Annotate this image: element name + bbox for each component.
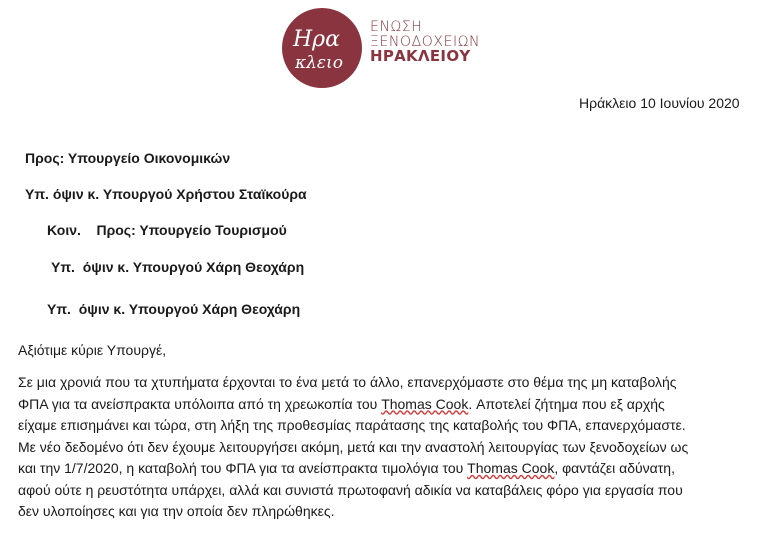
- company-name: Thomas Cook: [381, 395, 469, 412]
- body-line: [18, 458, 758, 480]
- company-name: Thomas Cook: [467, 460, 555, 476]
- body-line: αφού ούτε η ρευστότητα υπάρχει, αλλά και συνιστά πρωτοφανή αδικία να καταβάλεις φόρο για εργασία που: [18, 481, 683, 498]
- body-text-segment: . Αποτελεί ζήτημα που εξ αρχής: [468, 395, 665, 412]
- body-line: Σε μια χρονιά που τα χτυπήματα έρχονται το ένα μετά το άλλο, επανερχόμαστε στο θέμα της μη καταβολής: [18, 374, 677, 390]
- body-text-segment: ΦΠΑ για τα ανείσπρακτα υπόλοιπα από τη χρεωκοπία του: [18, 395, 382, 412]
- association-logo: [282, 8, 362, 88]
- logo-emblem-icon: [282, 8, 362, 88]
- recipient-line-4: Υπ. όψιν κ. Υπουργού Χάρη Θεοχάρη: [51, 259, 305, 275]
- organization-name: [370, 20, 480, 65]
- body-text-segment: , φαντάζει αδύνατη,: [554, 460, 675, 476]
- org-name-line1: ΕΝΩΣΗ: [370, 19, 423, 35]
- body-line: [18, 394, 758, 416]
- org-name-line2: ΞΕΝΟΔΟΧΕΙΩΝ: [370, 33, 481, 50]
- body-line: δεν υλοποίησες και για την οποία δεν πληρώθηκες.: [18, 503, 335, 519]
- body-line: είχαμε επισημάνει και τώρα, στη λήξη της προθεσμίας παράτασης της καταβολής του ΦΠΑ, επανερχόμαστε.: [18, 417, 686, 433]
- letter-greeting: Αξιότιμε κύριε Υπουργέ,: [18, 342, 167, 358]
- recipient-line-1: Προς: Υπουργείο Οικονομικών: [25, 150, 231, 166]
- body-text-segment: και την 1/7/2020, η καταβολή του ΦΠΑ για τα ανείσπρακτα τιμολόγια του: [18, 460, 468, 476]
- recipient-line-2: Υπ. όψιν κ. Υπουργού Χρήστου Σταϊκούρα: [25, 186, 307, 202]
- body-line: Με νέο δεδομένο ότι δεν έχουμε λειτουργήσει ακόμη, μετά και την αναστολή λειτουργίας των ξενοδοχείων ως: [18, 438, 689, 455]
- letter-date: Ηράκλειο 10 Ιουνίου 2020: [579, 95, 740, 111]
- recipient-line-3: Κοιν. Προς: Υπουργείο Τουρισμού: [47, 222, 287, 238]
- recipient-line-5: Υπ. όψιν κ. Υπουργού Χάρη Θεοχάρη: [47, 301, 301, 317]
- org-name-line3: ΗΡΑΚΛΕΙΟΥ: [370, 47, 471, 66]
- letter-body: [18, 372, 758, 523]
- logo-text-bottom: κλειο: [295, 53, 343, 73]
- logo-text-top: Ηρα: [293, 27, 340, 52]
